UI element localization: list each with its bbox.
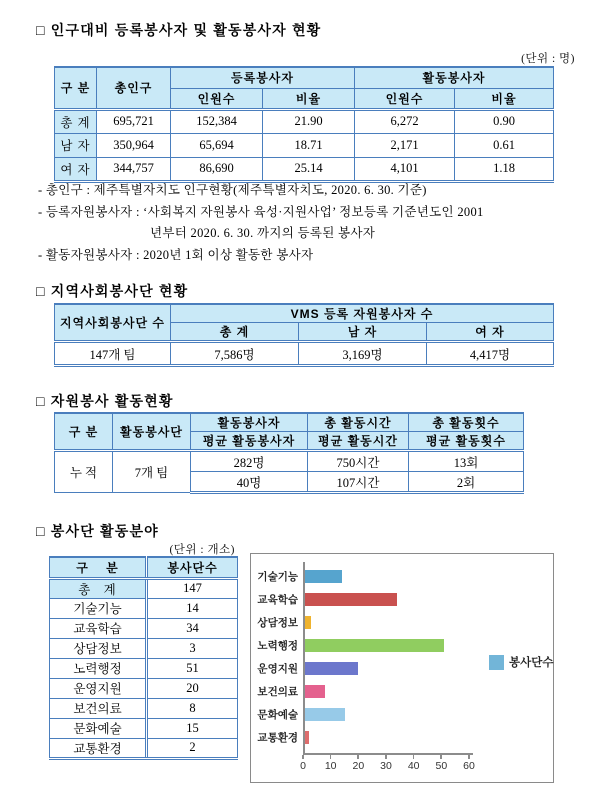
header-female: 여 자: [427, 323, 554, 342]
cell-value: 20: [147, 678, 238, 698]
x-axis-tick: [440, 755, 442, 759]
footnote-line: - 활동자원봉사자 : 2020년 1회 이상 활동한 봉사자: [38, 247, 314, 262]
cell-times: 13회: [409, 451, 524, 472]
x-axis-tick-label: 60: [463, 760, 475, 772]
section1-unit-label: (단위 : 명): [521, 53, 575, 65]
cell-value: 14: [147, 598, 238, 618]
x-axis-tick-label: 10: [324, 760, 337, 772]
chart-bar-track: [303, 726, 553, 749]
chart-row: [251, 726, 553, 749]
chart-category-label: 문화예술: [257, 709, 298, 721]
chart-row: [251, 703, 553, 726]
row-label: 누 적: [55, 451, 113, 493]
header-male: 남 자: [299, 323, 427, 342]
header-team-count: 지역사회봉사단 수: [55, 304, 171, 342]
row-label-total: 총 계: [50, 578, 147, 598]
table-row: [50, 578, 238, 598]
activity-field-table: [49, 556, 238, 760]
row-label: 운영지원: [50, 678, 147, 698]
cell-team-count: 147개 팀: [55, 342, 171, 366]
cell-value: 15: [147, 718, 238, 738]
chart-category-label: 보건의료: [257, 686, 298, 698]
table-row: [55, 342, 554, 366]
cell-female: 4,417명: [427, 342, 554, 366]
activity-field-bar-chart: [250, 553, 554, 783]
table-row: [55, 133, 554, 157]
table-row: [50, 678, 238, 698]
chart-row: [251, 588, 553, 611]
table-row: [50, 618, 238, 638]
cell-value: 8: [147, 698, 238, 718]
cell-value: 51: [147, 658, 238, 678]
table-row: [50, 638, 238, 658]
cell-reg-count: 86,690: [171, 157, 263, 181]
cell-reg-count: 152,384: [171, 109, 263, 133]
chart-legend: [489, 654, 553, 670]
x-axis-tick-label: 30: [380, 760, 392, 772]
header-category: 구 분: [50, 557, 147, 578]
header-category: 구 분: [55, 67, 97, 109]
cell-volunteers: 40명: [191, 472, 308, 493]
header-act-count: 인원수: [355, 88, 455, 109]
header-count: 봉사단수: [147, 557, 238, 578]
x-axis-tick-label: 20: [352, 760, 365, 772]
chart-category-label: 교육학습: [257, 594, 298, 606]
legend-swatch: [489, 655, 504, 670]
section2-title: □ 지역사회봉사단 현황: [36, 283, 189, 299]
cell-reg-ratio: 25.14: [263, 157, 355, 181]
chart-bar: [303, 570, 342, 583]
table-row: [50, 598, 238, 618]
chart-x-axis-line: [303, 753, 473, 755]
header-total-times: 총 활동횟수: [409, 413, 524, 432]
chart-bar: [303, 685, 325, 698]
header-active-group: 활동봉사자: [355, 67, 554, 88]
row-label: 노력행정: [50, 658, 147, 678]
section4-unit-label: (단위 : 개소): [169, 544, 235, 556]
cell-times: 2회: [409, 472, 524, 493]
cell-act-ratio: 0.90: [455, 109, 554, 133]
cell-act-count: 6,272: [355, 109, 455, 133]
chart-category-label: 기술기능: [257, 571, 298, 583]
section1-title: □ 인구대비 등록봉사자 및 활동봉사자 현황: [36, 22, 322, 38]
table-row: [55, 157, 554, 181]
chart-row: [251, 611, 553, 634]
cell-value: 34: [147, 618, 238, 638]
chart-bar-track: [303, 588, 553, 611]
chart-category-label: 운영지원: [257, 663, 298, 675]
x-axis-tick: [413, 755, 415, 759]
x-axis-tick-label: 40: [407, 760, 420, 772]
header-total: 총 계: [171, 323, 299, 342]
community-team-table: [54, 303, 554, 367]
row-label: 상담정보: [50, 638, 147, 658]
header-population: 총인구: [97, 67, 171, 109]
chart-category-label: 노력행정: [257, 640, 298, 652]
chart-y-axis-line: [303, 562, 305, 754]
header-category: 구 분: [55, 413, 113, 451]
row-label: 문화예술: [50, 718, 147, 738]
header-act-ratio: 비율: [455, 88, 554, 109]
row-label: 보건의료: [50, 698, 147, 718]
section3-title: □ 자원봉사 활동현황: [36, 393, 174, 409]
table-row: [55, 451, 524, 472]
header-active-volunteers: 활동봉사자: [191, 413, 308, 432]
header-registered-group: 등록봉사자: [171, 67, 355, 88]
header-reg-count: 인원수: [171, 88, 263, 109]
cell-reg-ratio: 18.71: [263, 133, 355, 157]
table-row: [50, 738, 238, 758]
section4-title: □ 봉사단 활동분야: [36, 523, 159, 539]
footnote-line: - 총인구 : 제주특별자치도 인구현황(제주특별자치도, 2020. 6. 30. 기준): [38, 183, 427, 197]
footnote-line: - 등록자원봉사자 : ‘사회복지 자원봉사 육성·지원사업’ 정보등록 기준년도인 2001: [38, 204, 484, 219]
cell-population: 344,757: [97, 157, 171, 181]
cell-value: 3: [147, 638, 238, 658]
x-axis-tick: [385, 755, 387, 759]
row-label: 기술기능: [50, 598, 147, 618]
footnote-line: 년부터 2020. 6. 30. 까지의 등록된 봉사자: [150, 226, 376, 240]
cell-total: 7,586명: [171, 342, 299, 366]
cell-act-ratio: 0.61: [455, 133, 554, 157]
cell-male: 3,169명: [299, 342, 427, 366]
x-axis-tick: [302, 755, 304, 759]
row-label: 교통환경: [50, 738, 147, 758]
row-label: 남 자: [55, 133, 97, 157]
cell-reg-ratio: 21.90: [263, 109, 355, 133]
header-reg-ratio: 비율: [263, 88, 355, 109]
cell-population: 695,721: [97, 109, 171, 133]
row-label: 여 자: [55, 157, 97, 181]
x-axis-tick-label: 50: [435, 760, 448, 772]
chart-bar: [303, 593, 397, 606]
x-axis-tick: [357, 755, 359, 759]
chart-category-label: 교통환경: [257, 732, 298, 744]
header-avg-volunteers: 평균 활동봉사자: [191, 432, 308, 451]
cell-team: 7개 팀: [113, 451, 191, 493]
chart-bar: [303, 662, 358, 675]
header-avg-hours: 평균 활동시간: [308, 432, 409, 451]
cell-act-count: 2,171: [355, 133, 455, 157]
population-volunteer-table: [54, 66, 554, 183]
header-vms-group: VMS 등록 자원봉사자 수: [171, 304, 554, 323]
table-row: [50, 718, 238, 738]
cell-volunteers: 282명: [191, 451, 308, 472]
table-row: [50, 698, 238, 718]
cell-population: 350,964: [97, 133, 171, 157]
chart-bar-track: [303, 680, 553, 703]
row-label: 총 계: [55, 109, 97, 133]
cell-total-value: 147: [147, 578, 238, 598]
x-axis-tick: [468, 755, 470, 759]
cell-act-ratio: 1.18: [455, 157, 554, 181]
chart-bar-track: [303, 611, 553, 634]
x-axis-tick-label: 0: [300, 760, 306, 772]
row-label: 교육학습: [50, 618, 147, 638]
legend-label: 봉사단수: [509, 657, 554, 669]
chart-row: [251, 680, 553, 703]
footnotes: [38, 180, 593, 266]
table-row: [50, 658, 238, 678]
chart-bar: [303, 639, 444, 652]
chart-bar-track: [303, 703, 553, 726]
cell-value: 2: [147, 738, 238, 758]
chart-category-label: 상담정보: [257, 617, 298, 629]
cell-act-count: 4,101: [355, 157, 455, 181]
x-axis-tick: [330, 755, 332, 759]
table-row: [55, 109, 554, 133]
header-team: 활동봉사단: [113, 413, 191, 451]
chart-row: [251, 565, 553, 588]
activity-status-table: [54, 412, 524, 494]
chart-bar-track: [303, 565, 553, 588]
cell-hours: 750시간: [308, 451, 409, 472]
chart-bar: [303, 708, 345, 721]
header-total-hours: 총 활동시간: [308, 413, 409, 432]
cell-reg-count: 65,694: [171, 133, 263, 157]
cell-hours: 107시간: [308, 472, 409, 493]
header-avg-times: 평균 활동횟수: [409, 432, 524, 451]
